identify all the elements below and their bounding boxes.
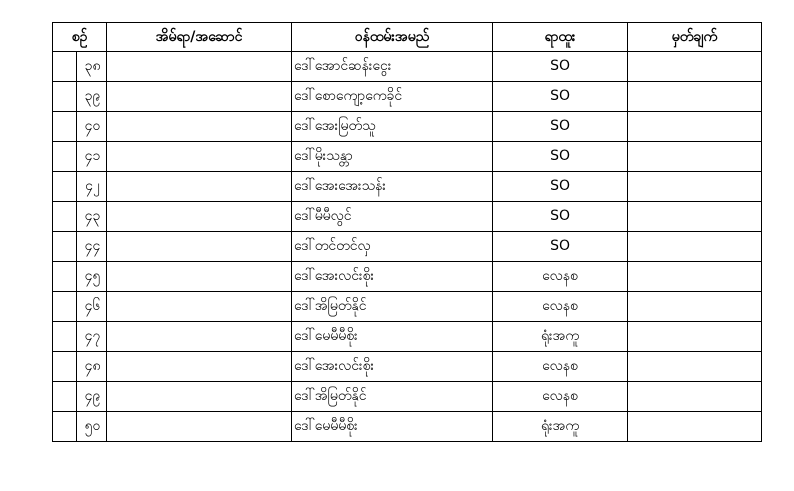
header-house: အိမ်ရာ/အဆောင်: [107, 23, 292, 52]
table-row: [53, 112, 762, 142]
staff-name-cell: ဒေါ်အေးလင်းစိုး: [292, 352, 493, 382]
row-margin-cell: [53, 322, 77, 352]
staff-name-cell: ဒေါ်တင်တင်လှ: [292, 232, 493, 262]
row-margin-cell: [53, 352, 77, 382]
row-margin-cell: [53, 262, 77, 292]
table-row: [53, 232, 762, 262]
table-row: [53, 412, 762, 442]
remark-cell: [628, 262, 762, 292]
row-margin-cell: [53, 292, 77, 322]
table-row: [53, 382, 762, 412]
house-cell: [107, 202, 292, 232]
remark-cell: [628, 412, 762, 442]
header-remark: မှတ်ချက်: [628, 23, 762, 52]
table-body: [53, 52, 762, 442]
remark-cell: [628, 292, 762, 322]
table-row: [53, 292, 762, 322]
staff-name-cell: ဒေါ်မေမီမီစိုး: [292, 322, 493, 352]
header-no: စဉ်: [53, 23, 107, 52]
header-rank: ရာထူး: [493, 23, 628, 52]
row-margin-cell: [53, 82, 77, 112]
rank-cell: လေနစ: [493, 382, 628, 412]
row-margin-cell: [53, 112, 77, 142]
row-number-cell: ၄၅: [77, 262, 107, 292]
row-number-cell: ၄၉: [77, 382, 107, 412]
rank-cell: လေနစ: [493, 262, 628, 292]
remark-cell: [628, 172, 762, 202]
row-number-cell: ၄၂: [77, 172, 107, 202]
rank-cell: SO: [493, 112, 628, 142]
staff-name-cell: ဒေါ်မေမီမီစိုး: [292, 412, 493, 442]
remark-cell: [628, 52, 762, 82]
row-number-cell: ၅၀: [77, 412, 107, 442]
staff-name-cell: ဒေါ်မိုးသန္တာ: [292, 142, 493, 172]
staff-roster-table: [52, 22, 762, 442]
row-margin-cell: [53, 142, 77, 172]
table-row: [53, 172, 762, 202]
house-cell: [107, 112, 292, 142]
rank-cell: SO: [493, 52, 628, 82]
staff-name-cell: ဒေါ်စောကျော့ကေခိုင်: [292, 82, 493, 112]
house-cell: [107, 412, 292, 442]
row-number-cell: ၄၈: [77, 352, 107, 382]
table-row: [53, 352, 762, 382]
rank-cell: SO: [493, 172, 628, 202]
header-row: [53, 23, 762, 52]
staff-name-cell: ဒေါ်အိမြတ်နိုင်: [292, 382, 493, 412]
table-row: [53, 52, 762, 82]
remark-cell: [628, 352, 762, 382]
house-cell: [107, 232, 292, 262]
table-header: [53, 23, 762, 52]
rank-cell: SO: [493, 82, 628, 112]
table-row: [53, 262, 762, 292]
rank-cell: SO: [493, 202, 628, 232]
remark-cell: [628, 112, 762, 142]
rank-cell: ရုံးအကူ: [493, 412, 628, 442]
house-cell: [107, 82, 292, 112]
staff-name-cell: ဒေါ်အိမြတ်နိုင်: [292, 292, 493, 322]
row-number-cell: ၃၉: [77, 82, 107, 112]
remark-cell: [628, 232, 762, 262]
house-cell: [107, 292, 292, 322]
staff-name-cell: ဒေါ်မီမီလွင်: [292, 202, 493, 232]
rank-cell: SO: [493, 142, 628, 172]
house-cell: [107, 262, 292, 292]
house-cell: [107, 142, 292, 172]
table-row: [53, 82, 762, 112]
table-row: [53, 322, 762, 352]
row-margin-cell: [53, 202, 77, 232]
house-cell: [107, 172, 292, 202]
table-row: [53, 142, 762, 172]
row-number-cell: ၄၄: [77, 232, 107, 262]
row-number-cell: ၄၁: [77, 142, 107, 172]
row-margin-cell: [53, 232, 77, 262]
header-name: ဝန်ထမ်းအမည်: [292, 23, 493, 52]
remark-cell: [628, 322, 762, 352]
staff-name-cell: ဒေါ်အေးမြတ်သူ: [292, 112, 493, 142]
row-number-cell: ၃၈: [77, 52, 107, 82]
remark-cell: [628, 82, 762, 112]
remark-cell: [628, 202, 762, 232]
rank-cell: ရုံးအကူ: [493, 322, 628, 352]
staff-name-cell: ဒေါ်အေးလင်းစိုး: [292, 262, 493, 292]
table-row: [53, 202, 762, 232]
row-number-cell: ၄၇: [77, 322, 107, 352]
house-cell: [107, 322, 292, 352]
row-margin-cell: [53, 172, 77, 202]
house-cell: [107, 352, 292, 382]
row-margin-cell: [53, 52, 77, 82]
staff-name-cell: ဒေါ်အေးအေးသန်း: [292, 172, 493, 202]
row-margin-cell: [53, 412, 77, 442]
staff-name-cell: ဒေါ်အောင်ဆန်းငွေး: [292, 52, 493, 82]
remark-cell: [628, 142, 762, 172]
row-number-cell: ၄၃: [77, 202, 107, 232]
rank-cell: လေနစ: [493, 352, 628, 382]
row-margin-cell: [53, 382, 77, 412]
house-cell: [107, 52, 292, 82]
remark-cell: [628, 382, 762, 412]
house-cell: [107, 382, 292, 412]
row-number-cell: ၄၆: [77, 292, 107, 322]
rank-cell: SO: [493, 232, 628, 262]
rank-cell: လေနစ: [493, 292, 628, 322]
row-number-cell: ၄၀: [77, 112, 107, 142]
